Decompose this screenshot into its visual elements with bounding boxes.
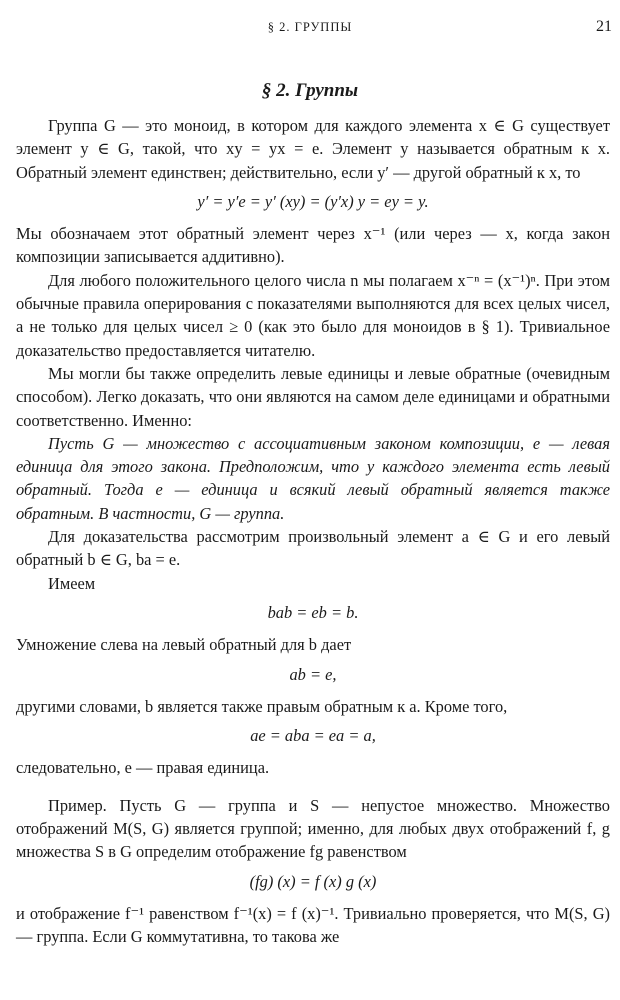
formula-bab: bab = eb = b. <box>267 602 359 622</box>
formula-product-map: (fg) (x) = f (x) g (x) <box>249 871 377 891</box>
page-number: 21 <box>596 18 612 35</box>
paragraph-left-units: Мы могли бы также определить левые единицы и левые обратные (очевидным способом). Легко доказать, что они являются на самом деле единицами и обратными соответственно. Именно: <box>16 363 610 430</box>
paragraph-inverse-notation: Мы обозначаем этот обратный элемент через x⁻¹ (или через — x, когда закон композиции записывается аддитивно). <box>16 224 610 267</box>
paragraph-group-definition: Группа G — это моноид, в котором для каждого элемента x ∈ G существует элемент y ∈ G, такой, что xy = yx = e. Элемент y называется обратным к x. Обратный элемент единствен; действительно, если y′ — другой обратный к x, то <box>16 116 610 182</box>
running-head: § 2. ГРУППЫ <box>267 20 353 34</box>
paragraph-right-unit: следовательно, e — правая единица. <box>16 758 270 778</box>
formula-ae: ae = aba = ea = a, <box>250 726 376 746</box>
formula-ab: ab = e, <box>289 664 337 684</box>
section-title: § 2. Группы <box>261 80 359 101</box>
paragraph-proposition: Пусть G — множество с ассоциативным законом композиции, e — левая единица для этого закона. Предположим, что у каждого элемента есть левый обратный. Тогда e — единица и всякий левый обратный является также обратным. В частности, G — группа. <box>16 433 610 523</box>
page-body <box>16 114 610 949</box>
paragraph-proof-start: Для доказательства рассмотрим произвольный элемент a ∈ G и его левый обратный b ∈ G, ba = e. <box>16 527 610 570</box>
formula-uniqueness: y′ = y′e = y′ (xy) = (y′x) y = ey = y. <box>197 191 429 211</box>
paragraph-inverse-map: и отображение f⁻¹ равенством f⁻¹(x) = f (x)⁻¹. Тривиально проверяется, что M(S, G) — группа. Если G коммутативна, то такова же <box>16 903 610 947</box>
spacer <box>16 780 610 794</box>
paragraph-right-inverse: другими словами, b является также правым обратным к a. Кроме того, <box>16 696 508 716</box>
paragraph-left-multiply: Умножение слева на левый обратный для b дает <box>16 635 352 655</box>
paragraph-negative-powers: Для любого положительного целого числа n мы полагаем x⁻ⁿ = (x⁻¹)ⁿ. При этом обычные правила оперирования с показателями выполняются для всех целых чисел, а не только для целых чисел ≥ 0 (как это было для моноидов в § 1). Тривиальное доказательство предоставляется читателю. <box>16 270 610 360</box>
paragraph-we-have: Имеем <box>48 573 96 593</box>
paragraph-example: Пример. Пусть G — группа и S — непустое множество. Множество отображений M(S, G) является группой; именно, для любых двух отображений f, g множества S в G определим отображение fg равенством <box>16 795 610 862</box>
